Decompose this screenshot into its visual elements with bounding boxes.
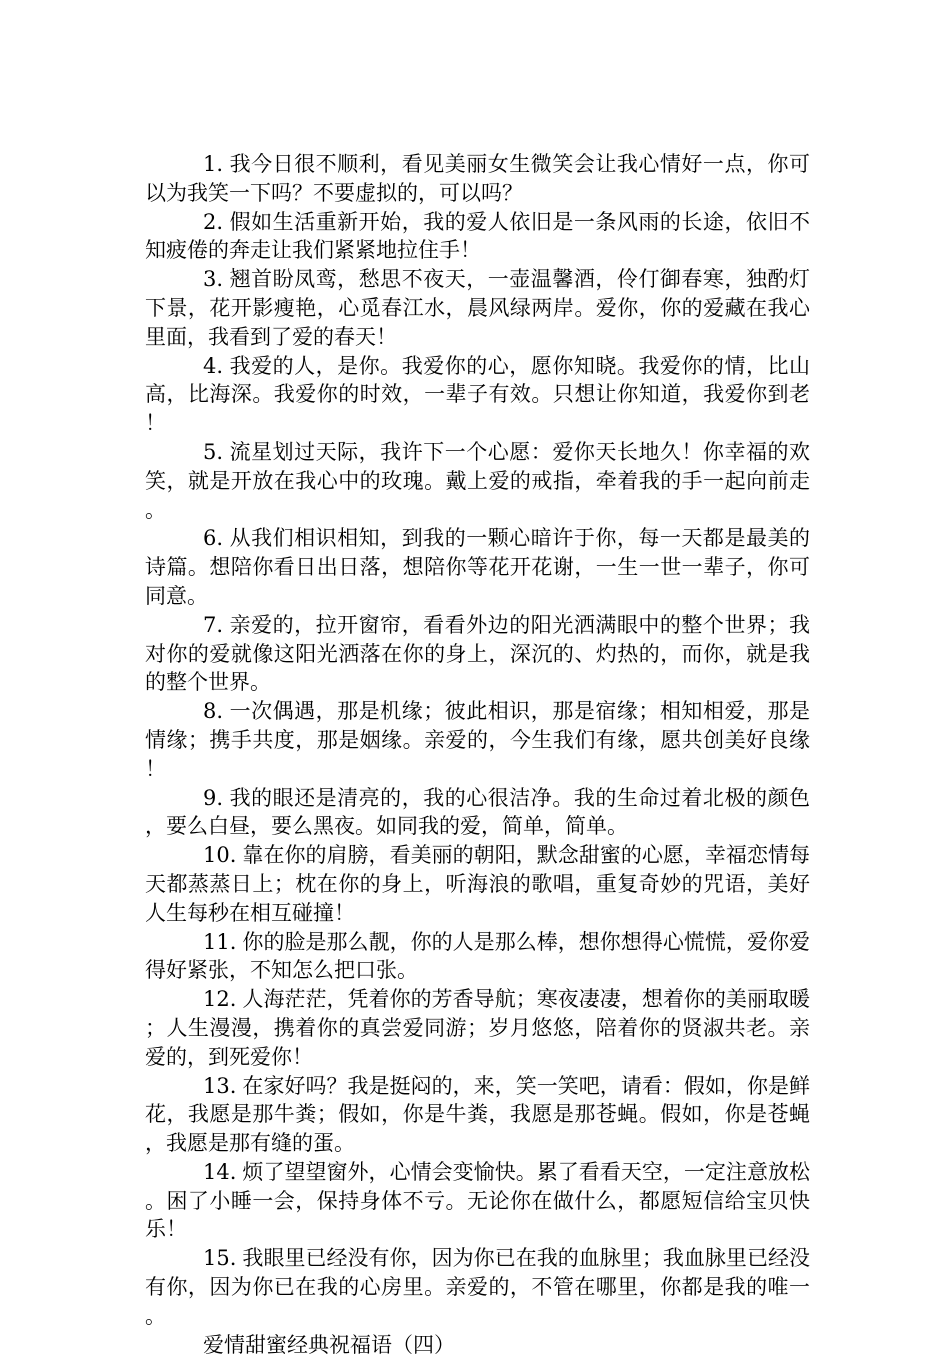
paragraph-1: [145, 150, 810, 208]
paragraph-text: 我眼里已经没有你，因为你已在我的血脉里；我血脉里已经没有你，因为你已在我的心房里。亲爱的，不管在哪里，你都是我的唯一。: [145, 1246, 810, 1328]
paragraph-text: 翘首盼凤鸾，愁思不夜天，一壶温馨酒，伶仃御春寒，独酌灯下景，花开影瘦艳，心觅春江水，晨风绿两岸。爱你，你的爱藏在我心里面，我看到了爱的春天！: [145, 267, 810, 349]
paragraph-text: 我爱的人，是你。我爱你的心，愿你知晓。我爱你的情，比山高，比海深。我爱你的时效，一辈子有效。只想让你知道，我爱你到老！: [145, 353, 810, 436]
paragraph-text: 你的脸是那么靓，你的人是那么棒，想你想得心慌慌，爱你爱得好紧张，不知怎么把口张。: [145, 929, 810, 983]
paragraph-text: 我的眼还是清亮的，我的心很洁净。我的生命过着北极的颜色，要么白昼，要么黑夜。如同我的爱，简单，简单。: [145, 785, 810, 839]
paragraph-4: [145, 352, 810, 438]
paragraph-9: [145, 784, 810, 842]
paragraph-8: [145, 697, 810, 783]
paragraph-7: [145, 611, 810, 697]
paragraph-text: 人海茫茫，凭着你的芳香导航；寒夜凄凄，想着你的美丽取暖；人生漫漫，携着你的真尝爱同游；岁月悠悠，陪着你的贤淑共老。亲爱的，到死爱你！: [145, 987, 810, 1069]
paragraph-number: 12.: [203, 987, 237, 1012]
paragraph-2: [145, 208, 810, 266]
document-body: [145, 150, 810, 1359]
paragraph-text: 一次偶遇，那是机缘；彼此相识，那是宿缘；相知相爱，那是情缘；携手共度，那是姻缘。亲爱的，今生我们有缘，愿共创美好良缘！: [145, 699, 810, 781]
paragraph-text: 从我们相识相知，到我的一颗心暗许于你，每一天都是最美的诗篇。想陪你看日出日落，想陪你等花开花谢，一生一世一辈子，你可同意。: [145, 526, 810, 608]
paragraph-text: 假如生活重新开始，我的爱人依旧是一条风雨的长途，依旧不知疲倦的奔走让我们紧紧地拉住手！: [145, 209, 810, 263]
paragraph-number: 5.: [203, 439, 224, 464]
paragraph-3: [145, 265, 810, 351]
paragraph-text: 亲爱的，拉开窗帘，看看外边的阳光洒满眼中的整个世界；我对你的爱就像这阳光洒落在你的身上，深沉的、灼热的，而你，就是我的整个世界。: [145, 612, 810, 695]
paragraph-text: 我今日很不顺利，看见美丽女生微笑会让我心情好一点，你可以为我笑一下吗？不要虚拟的，可以吗？: [145, 152, 810, 205]
paragraph-15: [145, 1244, 810, 1330]
paragraph-text: 烦了望望窗外，心情会变愉快。累了看看天空，一定注意放松。困了小睡一会，保持身体不亏。无论你在做什么，都愿短信给宝贝快乐！: [145, 1159, 810, 1242]
paragraph-text: 靠在你的肩膀，看美丽的朝阳，默念甜蜜的心愿，幸福恋情每天都蒸蒸日上；枕在你的身上，听海浪的歌唱，重复奇妙的咒语，美好人生每秒在相互碰撞！: [145, 843, 810, 925]
paragraph-12: [145, 985, 810, 1071]
paragraph-number: 4.: [203, 353, 224, 378]
paragraph-text: 在家好吗？我是挺闷的，来，笑一笑吧，请看：假如，你是鲜花，我愿是那牛粪；假如，你是牛粪，我愿是那苍蝇。假如，你是苍蝇，我愿是那有缝的蛋。: [145, 1073, 810, 1156]
paragraph-text: 流星划过天际，我许下一个心愿：爱你天长地久！你幸福的欢笑，就是开放在我心中的玫瑰。戴上爱的戒指，牵着我的手一起向前走。: [145, 439, 810, 522]
paragraph-number: 2.: [203, 209, 224, 234]
paragraph-number: 14.: [203, 1159, 237, 1184]
paragraph-number: 8.: [203, 699, 224, 724]
paragraph-14: [145, 1158, 810, 1244]
paragraph-number: 13.: [203, 1073, 237, 1098]
paragraph-number: 9.: [203, 785, 224, 810]
paragraph-5: [145, 438, 810, 524]
paragraph-number: 6.: [203, 526, 224, 551]
paragraph-13: [145, 1072, 810, 1158]
paragraph-number: 3.: [203, 267, 224, 292]
paragraph-number: 7.: [203, 612, 224, 637]
paragraph-6: [145, 524, 810, 610]
section-heading: 爱情甜蜜经典祝福语（四）: [203, 1332, 455, 1357]
paragraph-11: [145, 928, 810, 986]
paragraph-number: 1.: [203, 152, 224, 176]
paragraph-number: 15.: [203, 1246, 237, 1271]
paragraph-number: 11.: [203, 929, 237, 954]
paragraph-10: [145, 841, 810, 927]
paragraph-number: 10.: [203, 843, 237, 868]
